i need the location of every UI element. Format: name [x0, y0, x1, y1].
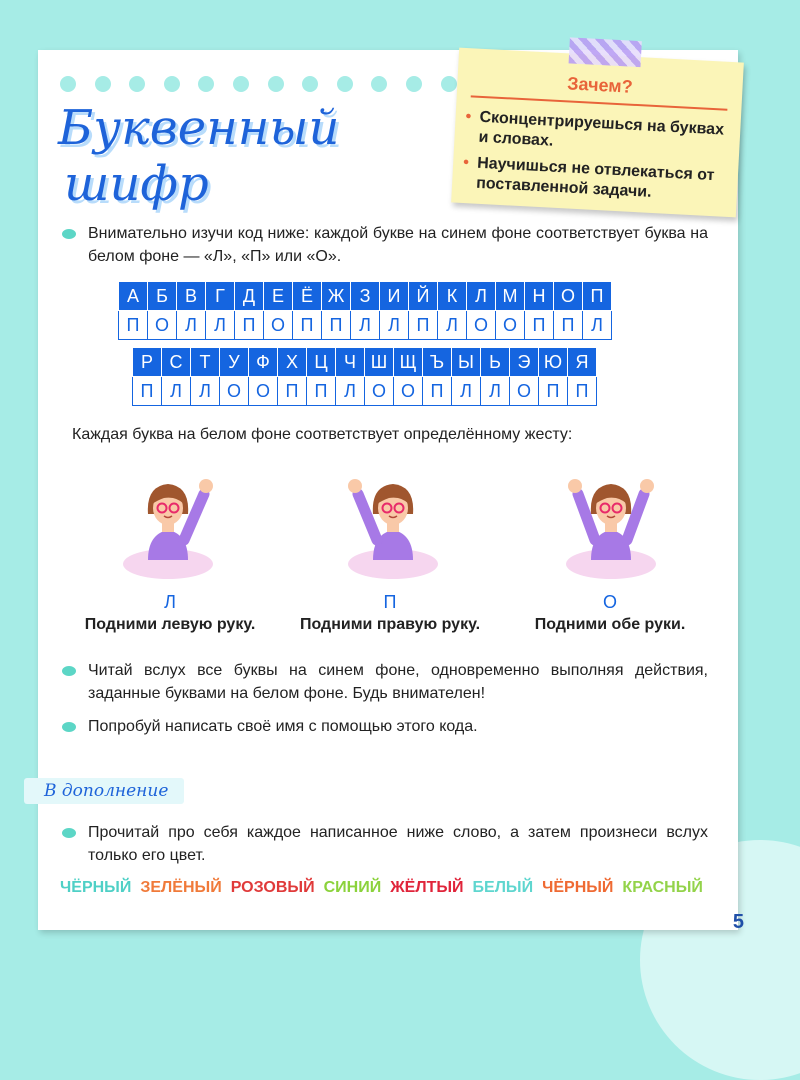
instruction-text-1: Читай вслух все буквы на синем фоне, одновременно выполняя действия, заданные буквами на белом фоне. Будь внимателен! [88, 662, 708, 702]
gesture-code-letter: О [220, 377, 249, 406]
cipher-letter: З [351, 282, 380, 311]
girl-left-hand-figure [118, 464, 228, 584]
code-row-bottom [133, 377, 597, 406]
gesture-code-letter: П [525, 311, 554, 340]
gesture-code-letter: Л [162, 377, 191, 406]
gesture-code-letter: Л [206, 311, 235, 340]
extra-paragraph [88, 822, 708, 867]
extra-text: Прочитай про себя каждое написанное ниже слово, а затем произнеси вслух только его цвет. [88, 824, 708, 864]
binder-hole [371, 76, 387, 92]
gesture-code-letter: П [322, 311, 351, 340]
cipher-letter: Л [467, 282, 496, 311]
gesture-letter: П [383, 592, 397, 612]
gesture-code-letter: Л [191, 377, 220, 406]
binder-hole [337, 76, 353, 92]
gesture-code-letter: О [148, 311, 177, 340]
cipher-letter: Х [278, 348, 307, 377]
color-word: РОЗОВЫЙ [230, 879, 315, 896]
why-sticky-note [451, 48, 744, 218]
cipher-letter: И [380, 282, 409, 311]
gesture-code-letter: П [278, 377, 307, 406]
binder-hole [129, 76, 145, 92]
bullet-icon [62, 666, 76, 676]
code-row-bottom [119, 311, 612, 340]
cipher-letter: Щ [394, 348, 423, 377]
why-list [452, 107, 741, 208]
color-word: ЧЁРНЫЙ [542, 879, 614, 896]
girl-right-hand-figure [338, 464, 448, 584]
cipher-letter: Р [133, 348, 162, 377]
gesture-code-letter: О [394, 377, 423, 406]
color-word: СИНИЙ [323, 879, 382, 896]
binder-hole [164, 76, 180, 92]
gesture-code-letter: П [554, 311, 583, 340]
cipher-letter: Д [235, 282, 264, 311]
gesture-code-letter: П [307, 377, 336, 406]
gesture-code-letter: Л [380, 311, 409, 340]
gesture-intro: Каждая буква на белом фоне соответствует определённому жесту: [72, 426, 573, 443]
bullet-icon [62, 722, 76, 732]
cipher-letter: Я [568, 348, 597, 377]
gesture-code-letter: О [510, 377, 539, 406]
code-row-top [133, 348, 597, 377]
gesture-letter: Л [164, 592, 176, 612]
extra-section-label: В дополнение [44, 781, 169, 801]
binder-hole [95, 76, 111, 92]
cipher-letter: Ж [322, 282, 351, 311]
color-word: ЧЁРНЫЙ [60, 879, 132, 896]
intro-text: Внимательно изучи код ниже: каждой букве на синем фоне соответствует буква на белом фоне — «Л», «П» или «О». [88, 225, 708, 265]
binder-hole [441, 76, 457, 92]
cipher-letter: М [496, 282, 525, 311]
code-table-1 [118, 281, 612, 340]
cipher-letter: С [162, 348, 191, 377]
cipher-letter: П [583, 282, 612, 311]
binder-hole [233, 76, 249, 92]
gesture-code-letter: П [423, 377, 452, 406]
gesture-code-letter: Л [481, 377, 510, 406]
bullet-icon [62, 229, 76, 239]
bullet-icon [62, 828, 76, 838]
cipher-letter: В [177, 282, 206, 311]
color-word: КРАСНЫЙ [622, 879, 703, 896]
color-words-row [60, 879, 703, 897]
cipher-letter: Ъ [423, 348, 452, 377]
cipher-letter: Ю [539, 348, 568, 377]
cipher-letter: Б [148, 282, 177, 311]
instruction-paragraph-2 [88, 716, 708, 739]
cipher-letter: Е [264, 282, 293, 311]
why-item: • Сконцентрируешься на буквах и словах. [478, 108, 731, 161]
intro-paragraph [88, 223, 708, 268]
gesture-letter: О [602, 592, 617, 612]
gesture-code-letter: О [249, 377, 278, 406]
cipher-letter: Ф [249, 348, 278, 377]
cipher-letter: Т [191, 348, 220, 377]
gesture-code-letter: Л [583, 311, 612, 340]
tape-decoration [569, 37, 642, 67]
gesture-code-letter: П [293, 311, 322, 340]
code-row-top [119, 282, 612, 311]
binder-hole [268, 76, 284, 92]
binder-hole [406, 76, 422, 92]
cipher-letter: У [220, 348, 249, 377]
cipher-letter: Ы [452, 348, 481, 377]
cipher-letter: Ш [365, 348, 394, 377]
cipher-letter: А [119, 282, 148, 311]
gesture-code-letter: П [568, 377, 597, 406]
cipher-letter: Й [409, 282, 438, 311]
cipher-letter: Ё [293, 282, 322, 311]
gesture-code-letter: П [409, 311, 438, 340]
code-table-2 [132, 347, 597, 406]
page-title [58, 100, 339, 212]
title-line-1: Буквенный [58, 100, 340, 156]
gesture-caption: Подними левую руку. [84, 616, 256, 633]
cipher-letter: Н [525, 282, 554, 311]
instruction-text-2: Попробуй написать своё имя с помощью этого кода. [88, 718, 478, 735]
color-word: ЗЕЛЁНЫЙ [140, 879, 222, 896]
gesture-code-letter: П [133, 377, 162, 406]
gesture-code-letter: П [235, 311, 264, 340]
extra-section-tag [24, 778, 184, 804]
cipher-letter: Э [510, 348, 539, 377]
why-item: • Научишься не отвлекаться от поставленной задачи. [476, 154, 729, 207]
gesture-code-letter: О [496, 311, 525, 340]
gesture-code-letter: О [365, 377, 394, 406]
binder-hole [302, 76, 318, 92]
gesture-caption: Подними правую руку. [299, 616, 481, 633]
cipher-letter: Ч [336, 348, 365, 377]
color-word: ЖЁЛТЫЙ [390, 879, 464, 896]
page-number: 5 [732, 911, 744, 933]
gesture-code-letter: О [467, 311, 496, 340]
gesture-code-letter: Л [452, 377, 481, 406]
gesture-code-letter: Л [336, 377, 365, 406]
gesture-code-letter: О [264, 311, 293, 340]
cipher-letter: Г [206, 282, 235, 311]
cipher-letter: К [438, 282, 467, 311]
gesture-code-letter: Л [351, 311, 380, 340]
instruction-paragraph-1 [88, 660, 708, 705]
gesture-code-letter: П [539, 377, 568, 406]
title-line-2: шифр [64, 156, 209, 212]
why-heading: Зачем? [566, 73, 634, 97]
gesture-code-letter: П [119, 311, 148, 340]
gesture-code-letter: Л [438, 311, 467, 340]
binder-hole [198, 76, 214, 92]
color-word: БЕЛЫЙ [472, 879, 534, 896]
girl-both-hands-figure [556, 464, 666, 584]
cipher-letter: Ц [307, 348, 336, 377]
cipher-letter: Ь [481, 348, 510, 377]
gesture-code-letter: Л [177, 311, 206, 340]
gesture-caption: Подними обе руки. [534, 616, 686, 633]
binder-hole [60, 76, 76, 92]
cipher-letter: О [554, 282, 583, 311]
